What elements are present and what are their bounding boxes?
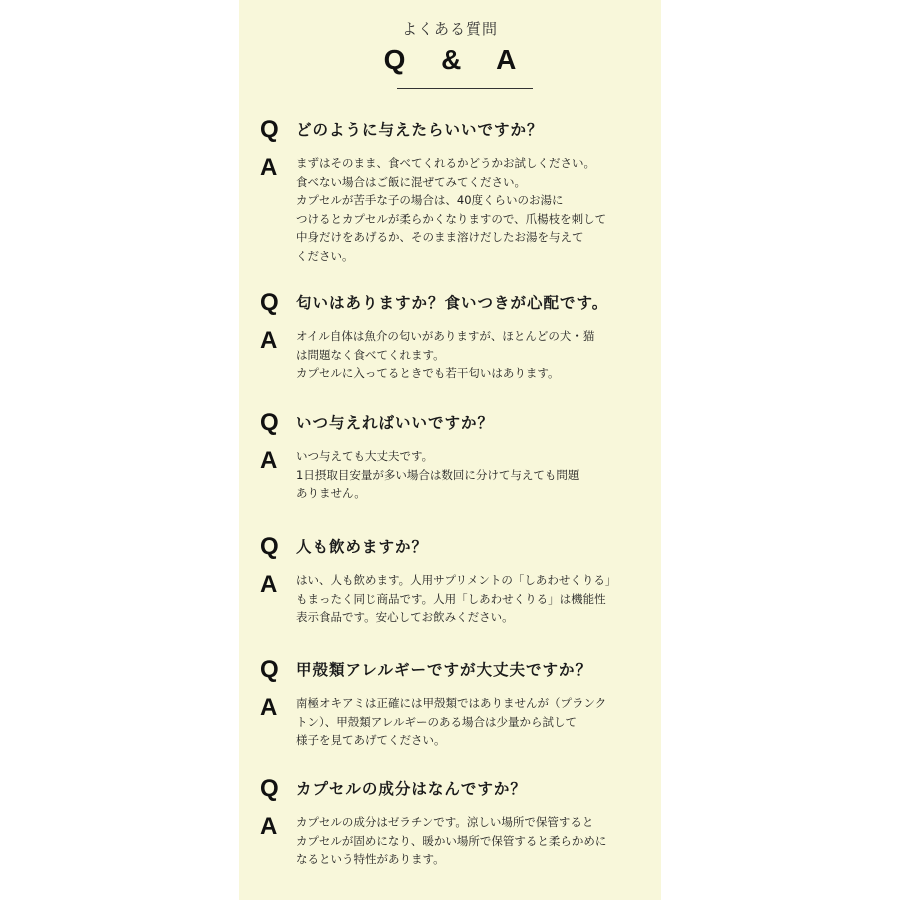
faq-item-5 [260,658,660,750]
answer-line: は問題なく食べてくれます。 [296,347,445,362]
faq-item-1 [260,118,660,265]
answer-line: 様子を見てあげてください。 [296,733,446,747]
question-text: いつ与えればいいですか？ [296,414,495,432]
answer-line: ありません。 [296,486,366,500]
question-row [260,291,660,315]
answer-line: カプセルに入ってるときでも若干匂いはあります。 [296,366,560,380]
section-subtitle: よくある質問 [401,20,498,38]
faq-panel [239,0,661,900]
question-text: 人も飲めますか？ [296,538,429,556]
question-mark-icon: Q [260,116,279,143]
answer-row [260,447,660,503]
title-divider [397,88,533,89]
question-row [260,411,660,435]
answer-row [260,694,660,750]
section-title: Q & A [383,44,531,75]
answer-mark-icon: A [260,694,278,721]
answer-mark-icon: A [260,813,278,840]
answer-line: もまったく同じ商品です。人用「しあわせくりる」は機能性 [296,591,606,606]
faq-item-6 [260,777,660,869]
answer-row [260,154,660,265]
answer-row [260,327,660,383]
answer-mark-icon: A [260,571,278,598]
question-text: どのように与えたらいいですか？ [296,121,544,139]
answer-line: カプセルの成分はゼラチンです。涼しい場所で保管すると [296,815,594,829]
answer-line: 中身だけをあげるか、そのまま溶けだしたお湯を与えて [296,230,584,244]
question-mark-icon: Q [260,409,279,436]
answer-line: まずはそのまま、食べてくれるかどうかお試しください。 [296,156,595,170]
faq-item-4 [260,535,660,627]
question-text: カプセルの成分はなんですか？ [296,780,527,798]
question-text: 甲殻類アレルギーですが大丈夫ですか？ [296,661,592,679]
faq-item-2 [260,291,660,383]
answer-line: カプセルが苦手な子の場合は、40度くらいのお湯に [296,193,564,207]
answer-line: 食べない場合はご飯に混ぜてみてください。 [296,174,526,189]
answer-line: トン）、甲殻類アレルギーのある場合は少量から試して [296,714,577,729]
answer-mark-icon: A [260,327,278,354]
answer-line: 南極オキアミは正確には甲殻類ではありませんが（プランク [296,696,607,710]
question-row [260,658,660,682]
answer-line: はい、人も飲めます。人用サプリメントの「しあわせくりる」 [296,573,617,587]
answer-line: ください。 [296,248,354,263]
answer-mark-icon: A [260,154,278,181]
question-row [260,535,660,559]
answer-row [260,571,660,627]
question-text: 匂いはありますか？食いつきが心配です。 [296,294,609,312]
answer-line: オイル自体は魚介の匂いがありますが、ほとんどの犬・猫 [296,329,595,343]
question-mark-icon: Q [260,656,279,683]
question-mark-icon: Q [260,289,279,316]
faq-item-3 [260,411,660,503]
answer-line: カプセルが固めになり、暖かい場所で保管すると柔らかめに [296,833,607,848]
question-mark-icon: Q [260,775,279,802]
answer-line: 1日摂取目安量が多い場合は数回に分けて与えても問題 [296,467,580,482]
answer-line: なるという特性があります。 [296,852,445,866]
answer-line: いつ与えても大丈夫です。 [296,449,434,463]
question-row [260,777,660,801]
answer-mark-icon: A [260,447,278,474]
answer-line: つけるとカプセルが柔らかくなりますので、爪楊枝を刺して [296,211,607,226]
answer-line: 表示食品です。安心してお飲みください。 [296,610,514,624]
answer-row [260,813,660,869]
question-row [260,118,660,142]
question-mark-icon: Q [260,533,279,560]
